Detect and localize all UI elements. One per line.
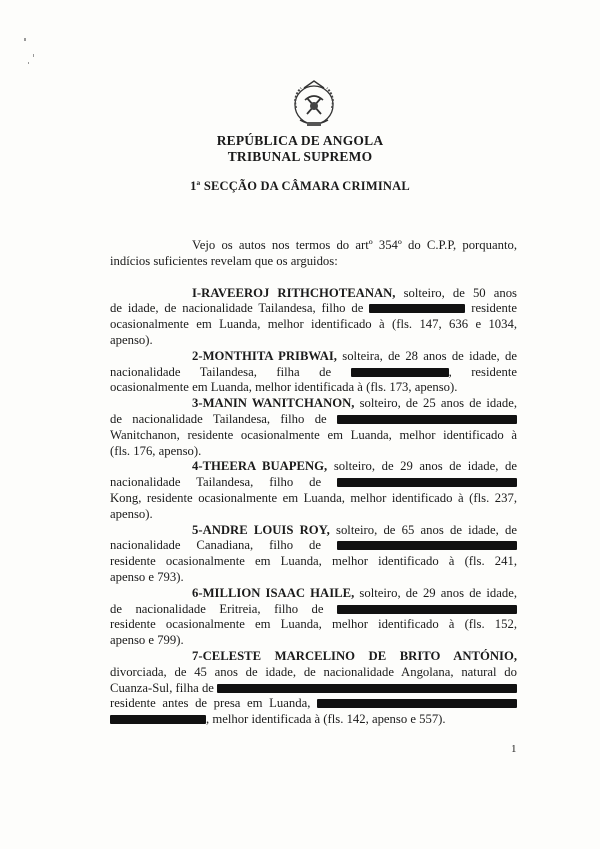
text-line: ocasionalmente em Luanda, melhor identificada à (fls. 173, apenso).: [110, 380, 458, 395]
header-court: TRIBUNAL SUPREMO: [227, 149, 373, 164]
scan-speck: [33, 54, 34, 57]
defendant-name: 7-CELESTE MARCELINO DE BRITO ANTÓNIO,: [192, 648, 517, 663]
text-span: residente: [471, 301, 518, 316]
text-span: nacionalidade Canadiana, filho de: [110, 538, 322, 553]
text-line: divorciada, de 45 anos de idade, de nacionalidade Angolana, natural do: [110, 664, 517, 679]
text-line: residente ocasionalmente em Luanda, melhor identificado à (fls. 152,: [110, 617, 517, 632]
defendant-name: I-RAVEEROJ RITHCHOTEANAN,: [192, 285, 396, 300]
text-line: [110, 349, 517, 365]
text-span: solteiro, de 29 anos de idade,: [359, 585, 518, 600]
text-line: [110, 301, 517, 317]
intro-line: indícios suficientes revelam que os arguidos:: [110, 253, 338, 268]
text-line: apenso).: [110, 506, 153, 521]
redaction-bar: [337, 541, 517, 550]
text-line: [110, 538, 517, 554]
text-span: , residente: [448, 364, 517, 379]
defendant-entry-4: [110, 459, 517, 522]
text-span: de nacionalidade Tailandesa, filho de: [110, 411, 327, 426]
text-line: [110, 396, 517, 412]
text-span: Cuanza-Sul, filha de: [110, 680, 214, 695]
redaction-bar: [337, 415, 517, 424]
text-line: [110, 365, 517, 381]
text-line: [110, 696, 517, 712]
document-body: [110, 238, 517, 728]
header-section: 1ª SECÇÃO DA CÂMARA CRIMINAL: [190, 179, 410, 193]
redaction-bar: [369, 304, 465, 313]
scan-speck: [24, 38, 26, 41]
intro-paragraph: [110, 238, 517, 270]
defendant-name: 6-MILLION ISAAC HAILE,: [192, 585, 355, 600]
redaction-bar: [337, 478, 517, 487]
text-line: (fls. 176, apenso).: [110, 443, 202, 458]
text-span: residente antes de presa em Luanda,: [110, 696, 311, 711]
defendant-name: 2-MONTHITA PRIBWAI,: [192, 348, 337, 363]
text-line: ocasionalmente em Luanda, melhor identificado à (fls. 147, 636 e 1034,: [110, 317, 517, 332]
defendant-entry-7: [110, 649, 517, 728]
redaction-bar: [337, 605, 517, 614]
text-line: residente ocasionalmente em Luanda, melhor identificado à (fls. 241,: [110, 554, 517, 569]
text-line: Kong, residente ocasionalmente em Luanda, melhor identificado à (fls. 237,: [110, 490, 517, 505]
redaction-bar: [110, 715, 206, 724]
text-line: apenso).: [110, 332, 153, 347]
text-line: [110, 286, 517, 302]
text-line: apenso e 793).: [110, 569, 184, 584]
text-span: solteiro, de 65 anos de idade, de: [336, 522, 518, 537]
page-number: 1: [511, 743, 517, 755]
text-line: [110, 649, 517, 665]
redaction-bar: [351, 368, 449, 377]
text-span: solteiro, de 25 anos de idade,: [359, 396, 517, 411]
defendant-entry-1: [110, 286, 517, 349]
redaction-bar: [217, 684, 517, 693]
text-line: [110, 475, 517, 491]
text-span: nacionalidade Tailandesa, filho de: [110, 475, 322, 490]
defendant-entry-2: [110, 349, 517, 396]
text-line: [110, 459, 517, 475]
text-span: , melhor identificada à (fls. 142, apenso e 557).: [206, 712, 446, 727]
defendant-name: 3-MANIN WANITCHANON,: [192, 396, 355, 411]
text-span: solteira, de 28 anos de idade, de: [342, 348, 517, 363]
redaction-bar: [317, 699, 517, 708]
text-span: solteiro, de 50 anos: [403, 285, 517, 300]
text-line: [110, 712, 517, 728]
defendant-entry-6: [110, 586, 517, 649]
defendant-name: 4-THEERA BUAPENG,: [192, 459, 328, 474]
defendant-name: 5-ANDRE LOUIS ROY,: [192, 522, 330, 537]
text-line: [110, 681, 517, 697]
text-line: [110, 523, 517, 539]
intro-line: Vejo os autos nos termos do artº 354º do C.P.P, porquanto,: [192, 238, 517, 252]
text-line: [110, 586, 517, 602]
text-span: de nacionalidade Eritreia, filho de: [110, 601, 324, 616]
scan-speck: [28, 62, 29, 64]
text-span: de idade, de nacionalidade Tailandesa, filho de: [110, 301, 364, 316]
text-line: [110, 412, 517, 428]
header-republic: REPÚBLICA DE ANGOLA: [216, 133, 384, 148]
defendant-entry-3: [110, 396, 517, 459]
text-line: [110, 602, 517, 618]
defendant-entry-5: [110, 523, 517, 586]
text-line: Wanitchanon, residente ocasionalmente em Luanda, melhor identificado à: [110, 427, 517, 442]
text-span: nacionalidade Tailandesa, filha de: [110, 364, 332, 379]
text-span: solteiro, de 29 anos de idade, de: [333, 459, 518, 474]
text-line: apenso e 799).: [110, 633, 184, 648]
coat-of-arms-emblem: [287, 78, 341, 130]
